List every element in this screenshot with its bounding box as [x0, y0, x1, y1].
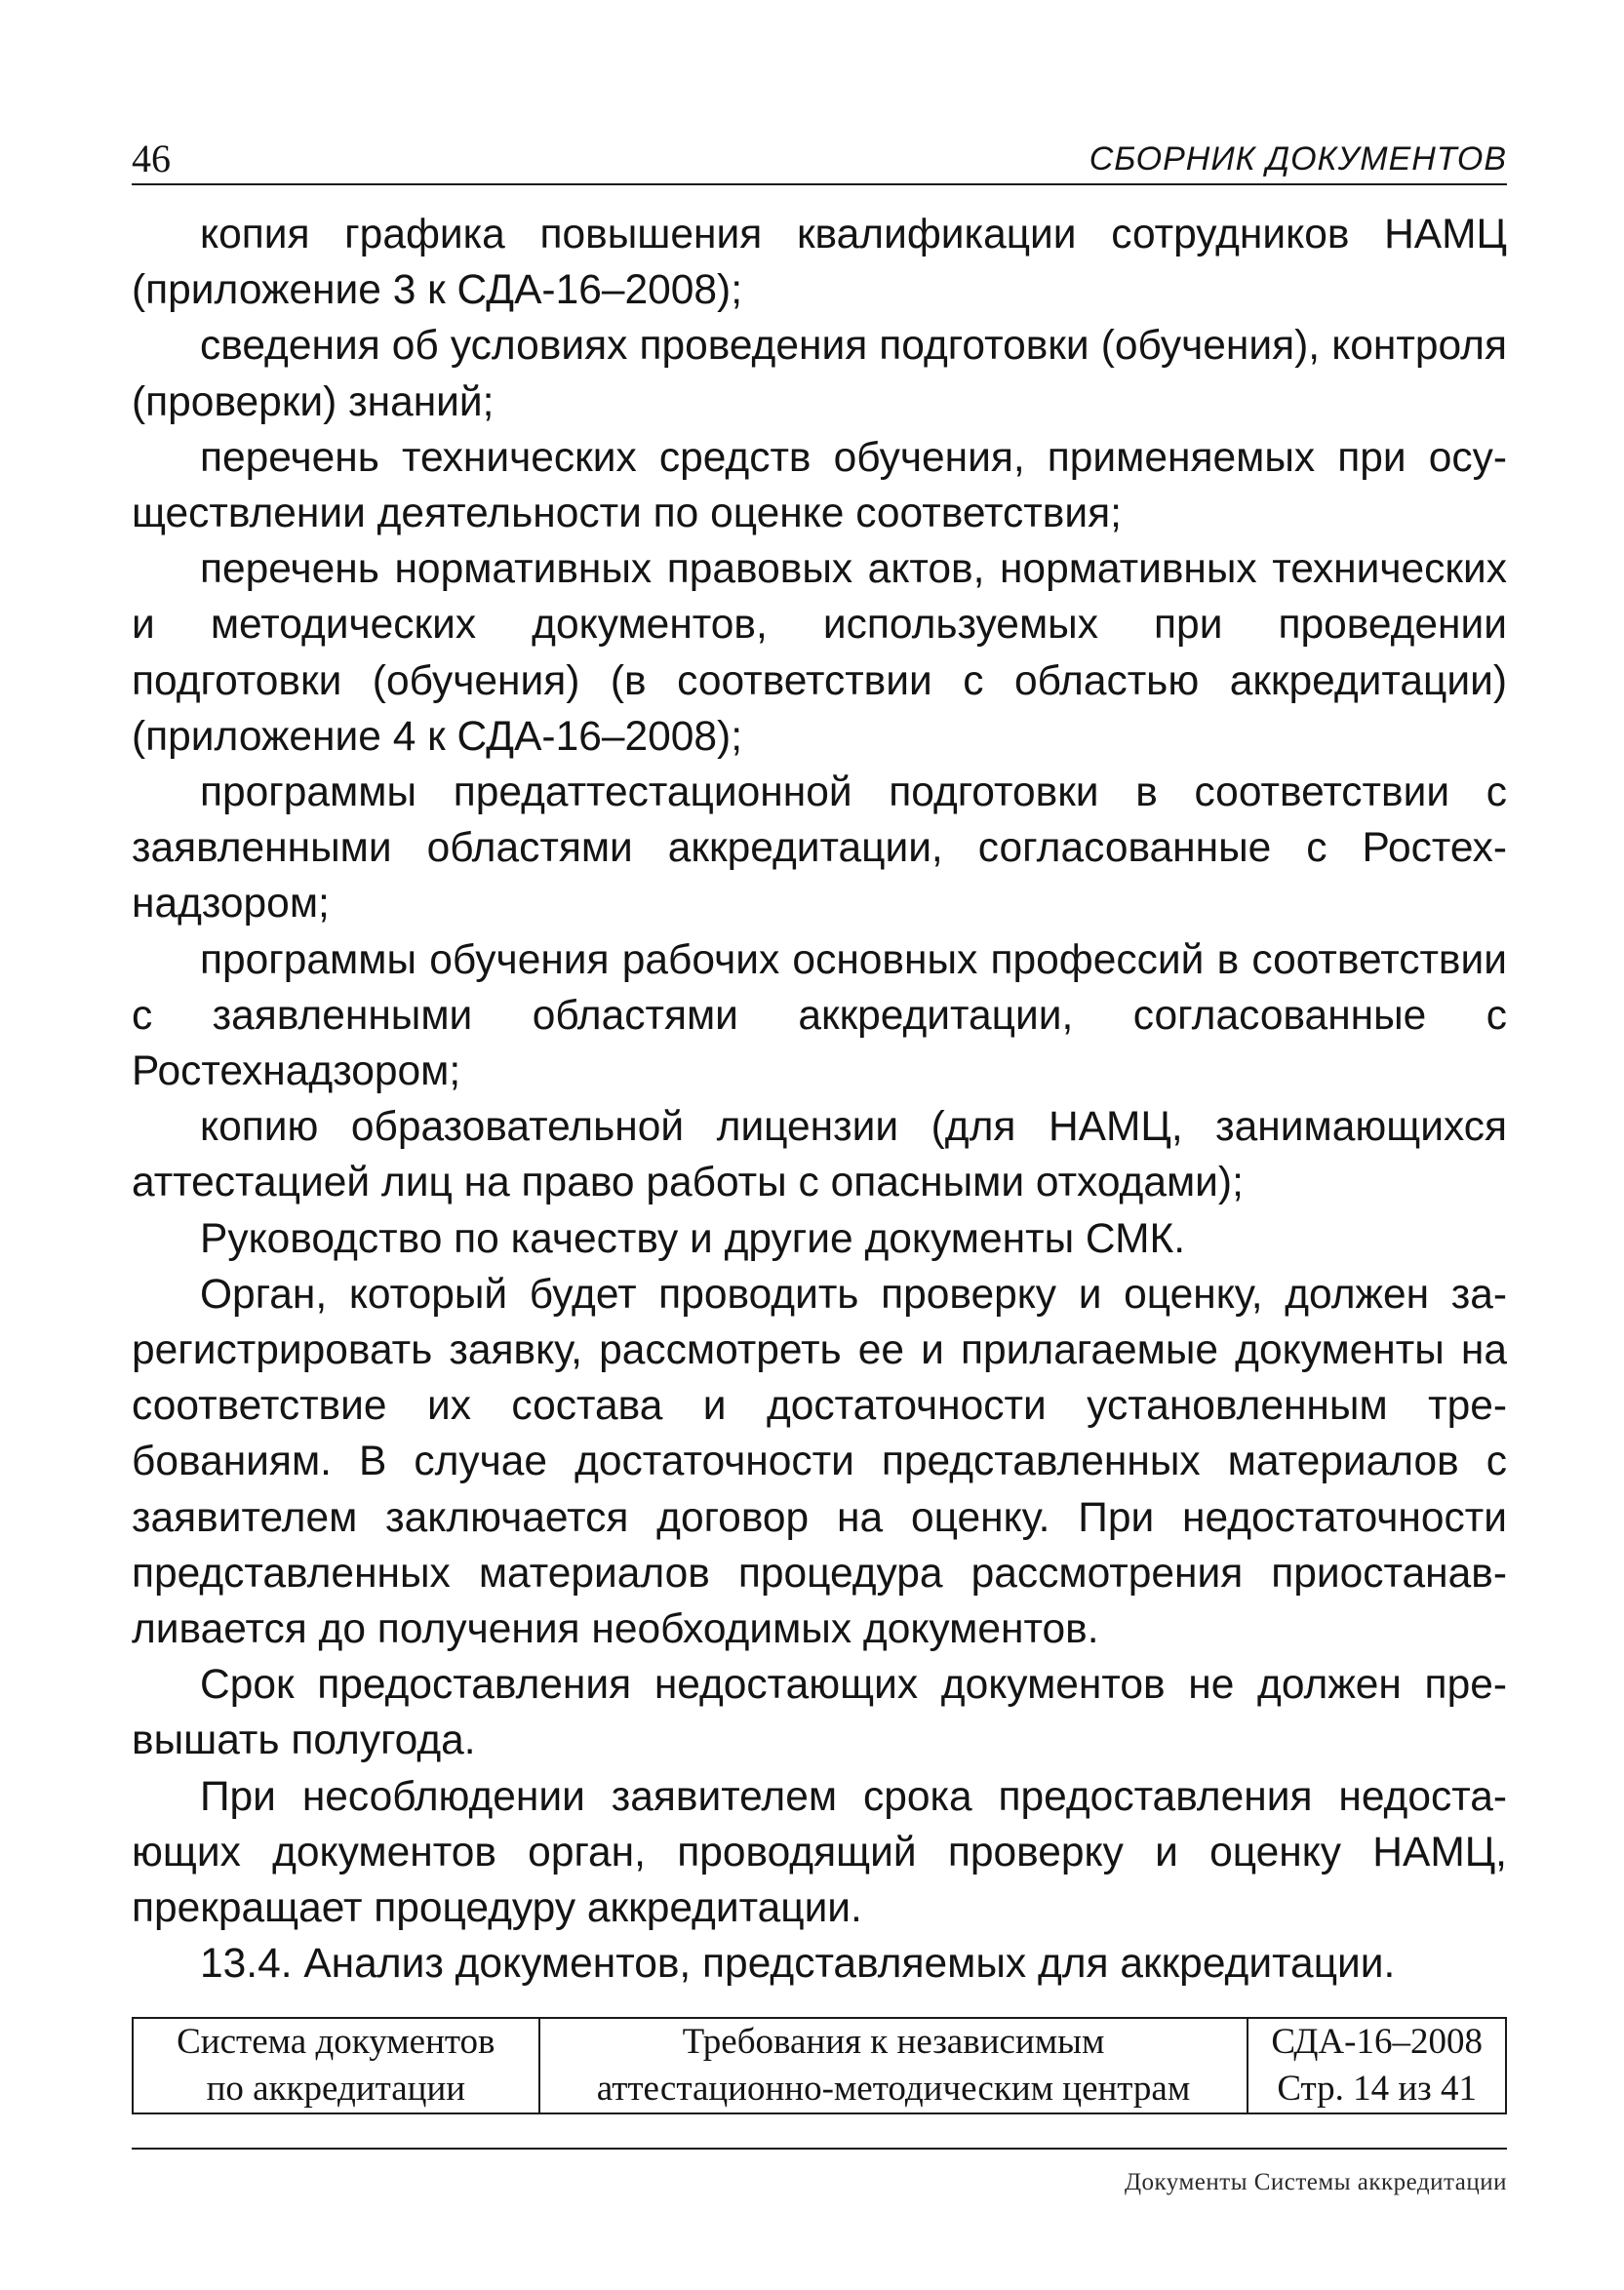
- footer-divider: [132, 2148, 1507, 2150]
- page-number: 46: [132, 137, 171, 180]
- page-footer: Документы Системы аккредитации: [1124, 2169, 1507, 2195]
- running-title: СБОРНИК ДОКУМЕНТОВ: [1089, 140, 1507, 178]
- document-system-line: Система документов: [177, 2022, 495, 2062]
- document-system-cell: [133, 2018, 539, 2113]
- paragraph: программы предаттестационной подготовки в соответствии с заявленными областями аккредитации, согласованные с Ростехнадзором;: [132, 770, 1507, 928]
- paragraph: При несоблюдении заявителем срока предоставления недостающих документов орган, проводящий проверку и оценку НАМЦ, прекращает процедуру аккредитации.: [132, 1773, 1507, 1932]
- paragraph: Руководство по качеству и другие документы СМК.: [200, 1215, 1186, 1262]
- requirements-cell: [539, 2018, 1248, 2113]
- document-code-cell: [1248, 2018, 1506, 2113]
- book-page: [132, 135, 1507, 2212]
- document-system-line: по аккредитации: [206, 2069, 466, 2109]
- document-code: СДА-16–2008: [1271, 2022, 1483, 2062]
- table-row: [133, 2018, 1506, 2113]
- paragraph: перечень технических средств обучения, применяемых при осуществлении деятельности по оценке соответствия;: [132, 434, 1507, 537]
- paragraph: сведения об условиях проведения подготовки (обучения), контроля (проверки) знаний;: [132, 323, 1507, 425]
- paragraph: копию образовательной лицензии (для НАМЦ, занимающихся аттестацией лиц на право работы с опасными отходами);: [132, 1104, 1507, 1206]
- page-count: Стр. 14 из 41: [1277, 2069, 1478, 2109]
- paragraph: Орган, который будет проводить проверку и оценку, должен зарегистрировать заявку, рассмотреть ее и прилагаемые документы на соответствие их состава и достаточности установленным требованиям. В случае достаточности представленных материалов с заявителем заключается договор на оценку. При недостаточности представленных материалов процедура рассмотрения приостанавливается до получения необходимых документов.: [132, 1271, 1507, 1653]
- requirements-line: Требования к независимым: [682, 2022, 1105, 2062]
- body-text: [132, 207, 1507, 1993]
- section-heading: 13.4. Анализ документов, представляемых для аккредитации.: [200, 1941, 1396, 1988]
- requirements-line: аттестационно-методическим центрам: [596, 2069, 1191, 2109]
- document-info-table: [132, 2017, 1507, 2114]
- paragraph: программы обучения рабочих основных профессий в соответствии с заявленными областями аккредитации, согласованные с Ростехнадзором;: [132, 936, 1507, 1095]
- paragraph: Срок предоставления недостающих документов не должен превышать полугода.: [132, 1662, 1507, 1764]
- page-header: [132, 135, 1507, 185]
- paragraph: копия графика повышения квалификации сотрудников НАМЦ (приложение 3 к СДА-16–2008);: [132, 212, 1507, 314]
- paragraph: перечень нормативных правовых актов, нормативных технических и методических документов, используемых при проведении подготовки (обучения) (в соответствии с областью аккредитации) (приложение 4 к СДА-16–2008);: [132, 546, 1507, 760]
